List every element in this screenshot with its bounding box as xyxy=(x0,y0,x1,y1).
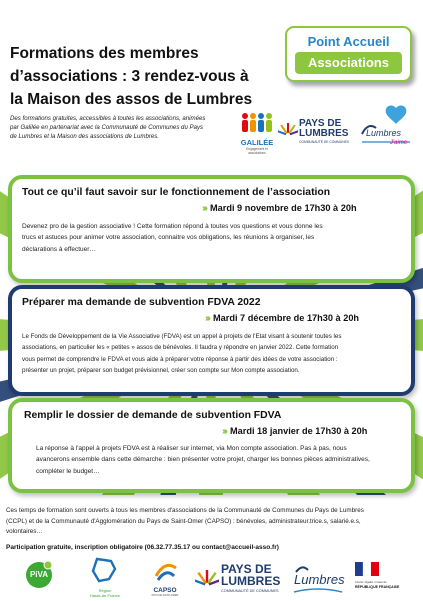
footer-line: Ces temps de formation sont ouverts à tous les membres d'associations de la Communauté de Communes du Pays de Lumbres xyxy=(6,507,364,514)
session-date-text: Mardi 9 novembre de 17h30 à 20h xyxy=(210,203,357,213)
piva-logo xyxy=(24,560,54,594)
session-card-3 xyxy=(8,398,415,493)
logo-line-2: Associations xyxy=(295,52,402,74)
desc-line: associations, en particulier les « petites » assos de bénévoles. Il faudra y répondre en janvier 2022. Cette formation xyxy=(22,344,339,352)
title-line: d’associations : 3 rendez-vous à xyxy=(10,68,249,85)
capso-swirl-icon xyxy=(150,558,180,582)
lumbres-line: LUMBRES xyxy=(221,574,281,588)
capso-label: CAPSO xyxy=(153,587,177,594)
page-title xyxy=(10,42,272,111)
session-date-text: Mardi 7 décembre de 17h30 à 20h xyxy=(213,313,360,323)
session-description xyxy=(22,221,402,255)
intro-line: par Galilée en partenariat avec la Communauté de Communes du Pays xyxy=(10,124,204,131)
republique-motto: Liberté • Égalité • Fraternité xyxy=(355,581,387,584)
desc-line: Devenez pro de la gestion associative ! Cette formation répond à toutes vos questions et vous donne les xyxy=(22,223,323,230)
galilee-figures-icon xyxy=(237,112,277,134)
pays-de-line: PAYS DE xyxy=(299,118,342,129)
intro-text xyxy=(10,114,232,141)
session-title: Préparer ma demande de subvention FDVA 2022 xyxy=(22,297,261,308)
jaime-tagline: J'aime xyxy=(390,140,408,146)
pays-de-lumbres-logo xyxy=(278,117,352,147)
galilee-logo xyxy=(237,112,277,155)
galilee-name: GALILÉE xyxy=(240,138,274,147)
footer-text xyxy=(6,506,416,538)
pays-de-lumbres-logo-bottom xyxy=(195,563,285,595)
footer-contact: Participation gratuite, inscription obligatoire (06.32.77.35.17 ou contact@accueil-asso.fr) xyxy=(6,544,279,551)
session-date xyxy=(222,426,367,437)
session-date-text: Mardi 18 janvier de 17h30 à 20h xyxy=(230,426,368,436)
session-date xyxy=(202,203,357,214)
session-description xyxy=(36,443,402,477)
point-accueil-logo xyxy=(285,26,412,82)
lumbres-line: LUMBRES xyxy=(299,128,349,139)
lumbres-logo-bottom xyxy=(292,562,344,596)
capso-logo xyxy=(150,558,180,598)
footer-line: (CCPL) et de la Communauté d'Agglomération du Pays de Saint-Omer (CAPSO) : bénévoles, administrateur.trice.s, salarié.e.s, xyxy=(6,517,361,525)
footer-line: volontaires… xyxy=(6,528,43,536)
lumbres-name: Lumbres xyxy=(294,572,345,587)
desc-line: vous permet de comprendre le FDVA et vous aide à préparer votre réponse à partir des idées de votre association : xyxy=(22,355,338,363)
intro-line: de Lumbres et la Maison des associations de Lumbres. xyxy=(10,133,160,140)
lumbres-jaime-logo xyxy=(356,104,414,150)
region-line-1: Région xyxy=(98,588,112,593)
desc-line: Le Fonds de Développement de la Vie Associative (FDVA) est un appel à projets de l'Etat visant à soutenir toutes les xyxy=(22,333,342,340)
session-description xyxy=(22,331,408,376)
title-line: la Maison des assos de Lumbres xyxy=(10,91,253,108)
chevron-right-icon: ››› xyxy=(205,313,209,324)
capso-sub: PAYS DE SAINT-OMER xyxy=(151,594,179,597)
title-line: Formations des membres xyxy=(10,45,199,62)
sun-rays-icon xyxy=(195,567,219,591)
session-date xyxy=(205,313,359,324)
lumbres-name: Lumbres xyxy=(366,128,402,138)
piva-label: PiVA xyxy=(29,570,49,579)
region-map-icon xyxy=(85,557,125,583)
desc-line: trucs et astuces pour animer votre association, connaitre vos obligations, les réunions à organiser, les xyxy=(22,234,315,242)
desc-line: avancerons ensemble dans cette démarche : bien présenter votre projet, charger les bonnes pièces administratives, xyxy=(36,456,370,464)
desc-line: La réponse à l'appel à projets FDVA est à réaliser sur internet, via Mon compte association. Pas à pas, nous xyxy=(36,445,347,452)
galilee-subtitle: Engagement et associations xyxy=(246,147,268,155)
marianne-flag-icon xyxy=(355,562,379,576)
republique-name: RÉPUBLIQUE FRANÇAISE xyxy=(355,585,400,589)
region-line-2: Hauts-de-France xyxy=(89,593,120,598)
sun-rays-icon xyxy=(278,121,298,141)
communaute-line: COMMUNAUTÉ DE COMMUNES xyxy=(221,589,279,593)
pays-de-line: PAYS DE xyxy=(221,562,272,576)
logo-line-1: Point Accueil xyxy=(307,34,390,49)
desc-line: présenter un projet, préparer son budget prévisionnel, créer son compte sur Mon compte association. xyxy=(22,366,300,374)
chevron-right-icon: ››› xyxy=(202,203,206,214)
desc-line: compléter le budget… xyxy=(36,467,100,475)
session-title: Tout ce qu’il faut savoir sur le fonctionnement de l’association xyxy=(22,187,331,198)
session-title: Remplir le dossier de demande de subvention FDVA xyxy=(24,410,282,421)
communaute-line: COMMUNAUTÉ DE COMMUNES xyxy=(299,140,350,144)
region-logo xyxy=(85,557,125,599)
chevron-right-icon: ››› xyxy=(222,426,226,437)
republique-francaise-logo xyxy=(355,562,407,596)
desc-line: déclarations à effectuer… xyxy=(22,245,96,253)
session-card-1 xyxy=(8,175,415,283)
session-card-2 xyxy=(8,285,415,396)
intro-line: Des formations gratuites, accessibles à toutes les associations, animées xyxy=(10,115,206,122)
